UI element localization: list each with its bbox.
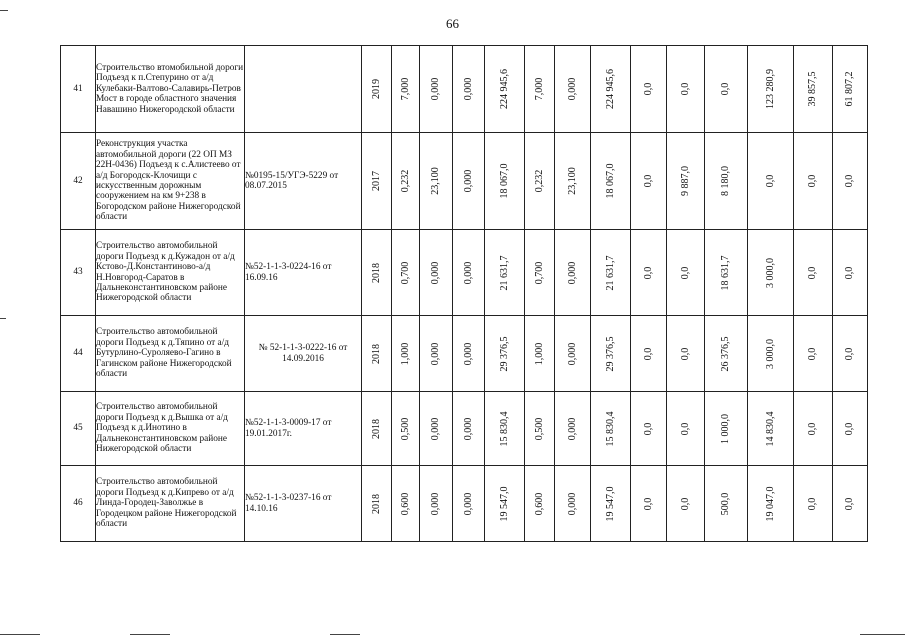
- value-cell-length-c: [453, 392, 485, 466]
- value-text: 7,000: [533, 77, 545, 101]
- value-text: 0,232: [399, 169, 411, 193]
- value-text: 0,0: [806, 422, 818, 435]
- value-cell-length-b: [420, 316, 453, 392]
- value-cell-length-d: [525, 316, 555, 392]
- value-cell-fund-2021: [794, 392, 833, 466]
- value-cell-fund-2022: [833, 46, 868, 133]
- value-text: 2019: [370, 79, 382, 99]
- value-cell-fund-2020: [748, 392, 794, 466]
- value-cell-length-b: [420, 46, 453, 133]
- value-cell-year: [362, 392, 392, 466]
- value-text: 0,0: [843, 266, 855, 279]
- expertise-doc-cell: [245, 46, 362, 133]
- value-text: 0,0: [642, 266, 654, 279]
- scan-edge-mark: [330, 634, 360, 635]
- value-text: 0,0: [843, 497, 855, 510]
- value-text: 2018: [370, 262, 382, 283]
- value-cell-fund-2021: [794, 466, 833, 542]
- value-cell-fund-2019: [705, 230, 748, 316]
- value-text: 123 280,9: [764, 69, 776, 109]
- value-cell-fund-2018: [667, 466, 705, 542]
- value-text: 0,600: [533, 492, 545, 515]
- object-name-cell: Реконструкция участка автомобильной дороги (22 ОП МЗ 22Н-0436) Подъезд к с.Алистеево от а/д Богородск-Клочищи с искусственным дорожным сооружением на км 9+238 в Богородском районе Нижегородской области: [96, 133, 245, 230]
- value-text: 0,0: [679, 422, 691, 435]
- value-cell-length-c: [453, 46, 485, 133]
- object-name-cell: Строительство автомобильной дороги Подъезд к д.Вышка от а/д Подъезд к д.Инотино в Дальнеконстантиновском районе Нижегородской области: [96, 392, 245, 466]
- table-row: [61, 230, 868, 316]
- value-cell-fund-2018: [667, 46, 705, 133]
- value-text: 7,000: [399, 77, 411, 101]
- value-text: 0,000: [462, 417, 474, 440]
- value-cell-fund-2022: [833, 392, 868, 466]
- expertise-doc-cell: № 52-1-1-3-0222-16 от 14.09.2016: [245, 316, 362, 392]
- value-text: 15 830,4: [604, 411, 616, 446]
- value-text: 224 945,6: [498, 69, 510, 109]
- value-text: 0,0: [642, 347, 654, 360]
- value-cell-length-b: [420, 392, 453, 466]
- value-text: 2018: [370, 493, 382, 514]
- value-cell-cost-total: [485, 46, 525, 133]
- value-cell-length-b: [420, 230, 453, 316]
- value-cell-fund-2021: [794, 133, 833, 230]
- value-text: 0,000: [566, 342, 578, 365]
- value-cell-length-e: [555, 392, 591, 466]
- value-cell-fund-2022: [833, 133, 868, 230]
- value-text: 1,000: [533, 342, 545, 365]
- value-cell-fund-2017: [631, 230, 667, 316]
- value-cell-length-e: [555, 230, 591, 316]
- value-cell-fund-2018: [667, 316, 705, 392]
- value-cell-fund-2018: [667, 392, 705, 466]
- object-name-cell: Строительство автомобильной дороги Подъезд к д.Кипрево от а/д Линда-Городец-Заволжье в Городецком районе Нижегородской области: [96, 466, 245, 542]
- value-text: 0,000: [462, 169, 474, 193]
- value-cell-fund-2017: [631, 46, 667, 133]
- value-cell-cost-total-2: [591, 392, 631, 466]
- value-text: 0,000: [566, 417, 578, 440]
- value-text: 0,0: [843, 422, 855, 435]
- value-text: 0,000: [429, 77, 441, 101]
- value-cell-length-d: [525, 392, 555, 466]
- value-text: 2018: [370, 343, 382, 364]
- value-cell-cost-total-2: [591, 133, 631, 230]
- value-text: 0,700: [533, 261, 545, 284]
- value-cell-fund-2017: [631, 133, 667, 230]
- value-text: 0,000: [429, 417, 441, 440]
- scan-edge-mark: [0, 634, 40, 635]
- value-text: 19 547,0: [604, 486, 616, 521]
- value-text: 0,500: [399, 417, 411, 440]
- value-text: 19 047,0: [764, 486, 776, 521]
- value-cell-fund-2020: [748, 230, 794, 316]
- value-text: 0,000: [566, 77, 578, 101]
- value-cell-fund-2020: [748, 133, 794, 230]
- value-cell-length-km: [392, 466, 420, 542]
- expertise-doc-cell: №52-1-1-3-0009-17 от 19.01.2017г.: [245, 392, 362, 466]
- value-cell-length-d: [525, 466, 555, 542]
- value-cell-cost-total: [485, 392, 525, 466]
- object-name-cell: Строительство втомобильной дороги Подъезд к п.Степурино от а/д Кулебаки-Валтово-Салавирь-Петров Мост в городе областного значения Навашино Нижегородской области: [96, 46, 245, 133]
- value-text: 0,000: [462, 261, 474, 284]
- value-cell-fund-2021: [794, 316, 833, 392]
- value-text: 3 000,0: [764, 257, 776, 288]
- value-cell-length-d: [525, 230, 555, 316]
- value-text: 0,0: [806, 497, 818, 510]
- value-cell-fund-2019: [705, 466, 748, 542]
- value-text: 0,0: [679, 347, 691, 360]
- value-text: 0,232: [533, 169, 545, 193]
- value-text: 0,000: [429, 261, 441, 284]
- value-text: 0,0: [843, 174, 855, 188]
- scan-edge-mark: [0, 318, 6, 319]
- value-text: 0,0: [764, 174, 776, 188]
- scan-edge-mark: [0, 10, 8, 11]
- value-text: 0,500: [533, 417, 545, 440]
- value-cell-cost-total: [485, 466, 525, 542]
- value-text: 0,700: [399, 261, 411, 284]
- value-cell-cost-total-2: [591, 230, 631, 316]
- value-cell-year: [362, 46, 392, 133]
- expertise-doc-cell: №0195-15/УГЭ-5229 от 08.07.2015: [245, 133, 362, 230]
- value-cell-length-d: [525, 46, 555, 133]
- value-cell-length-d: [525, 133, 555, 230]
- object-name-cell: Строительство автомобильной дороги Подъезд к д.Кужадон от а/д Кстово-Д.Константиново-а/д Н.Новгород-Саратов в Дальнеконстантиновском районе Нижегородской области: [96, 230, 245, 316]
- value-cell-length-km: [392, 230, 420, 316]
- value-text: 0,0: [642, 174, 654, 188]
- value-text: 39 857,5: [806, 71, 818, 107]
- value-cell-length-km: [392, 133, 420, 230]
- value-text: 23,100: [566, 167, 578, 195]
- value-text: 0,0: [642, 422, 654, 435]
- value-cell-fund-2019: [705, 133, 748, 230]
- value-cell-cost-total-2: [591, 466, 631, 542]
- road-projects-table: [60, 45, 868, 542]
- value-text: 0,0: [719, 82, 731, 96]
- value-cell-year: [362, 230, 392, 316]
- value-text: 0,0: [806, 266, 818, 279]
- row-number-cell: 41: [61, 46, 96, 133]
- value-cell-fund-2018: [667, 230, 705, 316]
- value-cell-length-km: [392, 46, 420, 133]
- value-text: 2018: [370, 418, 382, 439]
- value-text: 0,000: [429, 492, 441, 515]
- value-cell-fund-2021: [794, 230, 833, 316]
- row-number-cell: 45: [61, 392, 96, 466]
- value-cell-length-e: [555, 46, 591, 133]
- value-text: 0,0: [679, 497, 691, 510]
- value-text: 9 887,0: [679, 166, 691, 196]
- value-cell-length-km: [392, 392, 420, 466]
- object-name-cell: Строительство автомобильной дороги Подъезд к д.Тяпино от а/д Бутурлино-Суроляево-Гагино в Гагинском районе Нижегородской области: [96, 316, 245, 392]
- value-cell-year: [362, 133, 392, 230]
- value-cell-cost-total: [485, 230, 525, 316]
- value-text: 0,000: [462, 342, 474, 365]
- value-text: 18 067,0: [498, 163, 510, 199]
- value-text: 15 830,4: [498, 411, 510, 446]
- value-text: 21 631,7: [498, 255, 510, 290]
- page-number: 66: [446, 16, 459, 31]
- value-text: 18 631,7: [719, 255, 731, 290]
- value-cell-fund-2019: [705, 46, 748, 133]
- value-cell-cost-total: [485, 133, 525, 230]
- value-text: 0,000: [429, 342, 441, 365]
- value-text: 0,000: [566, 261, 578, 284]
- value-text: 0,000: [462, 492, 474, 515]
- row-number-cell: 46: [61, 466, 96, 542]
- value-text: 23,100: [429, 167, 441, 195]
- value-text: 29 376,5: [604, 336, 616, 371]
- value-cell-length-e: [555, 316, 591, 392]
- table-row: [61, 316, 868, 392]
- value-cell-fund-2022: [833, 230, 868, 316]
- value-cell-length-c: [453, 466, 485, 542]
- value-cell-fund-2017: [631, 392, 667, 466]
- value-cell-length-c: [453, 316, 485, 392]
- value-text: 1 000,0: [719, 413, 731, 444]
- value-text: 224 945,6: [604, 69, 616, 109]
- value-text: 0,0: [642, 82, 654, 96]
- value-cell-year: [362, 316, 392, 392]
- value-text: 0,0: [679, 266, 691, 279]
- scan-edge-mark: [860, 634, 905, 635]
- value-text: 0,000: [462, 77, 474, 101]
- value-text: 26 376,5: [719, 336, 731, 371]
- scan-edge-mark: [130, 634, 170, 635]
- value-text: 0,600: [399, 492, 411, 515]
- value-cell-fund-2022: [833, 316, 868, 392]
- value-text: 0,0: [642, 497, 654, 510]
- value-cell-length-c: [453, 133, 485, 230]
- value-text: 18 067,0: [604, 163, 616, 199]
- value-text: 19 547,0: [498, 486, 510, 521]
- value-cell-fund-2019: [705, 316, 748, 392]
- value-text: 14 830,4: [764, 411, 776, 446]
- value-cell-length-e: [555, 133, 591, 230]
- value-cell-fund-2022: [833, 466, 868, 542]
- row-number-cell: 44: [61, 316, 96, 392]
- value-text: 1,000: [399, 342, 411, 365]
- value-cell-year: [362, 466, 392, 542]
- value-cell-fund-2018: [667, 133, 705, 230]
- expertise-doc-cell: №52-1-1-3-0224-16 от 16.09.16: [245, 230, 362, 316]
- value-cell-cost-total: [485, 316, 525, 392]
- table-row: [61, 392, 868, 466]
- value-text: 0,000: [566, 492, 578, 515]
- value-cell-fund-2021: [794, 46, 833, 133]
- value-text: 0,0: [843, 347, 855, 360]
- value-cell-length-b: [420, 133, 453, 230]
- value-text: 2017: [370, 171, 382, 191]
- value-cell-fund-2017: [631, 466, 667, 542]
- row-number-cell: 42: [61, 133, 96, 230]
- expertise-doc-cell: №52-1-1-3-0237-16 от 14.10.16: [245, 466, 362, 542]
- value-cell-fund-2020: [748, 316, 794, 392]
- value-cell-fund-2017: [631, 316, 667, 392]
- value-text: 0,0: [806, 174, 818, 188]
- value-cell-length-e: [555, 466, 591, 542]
- table-row: [61, 133, 868, 230]
- value-cell-cost-total-2: [591, 316, 631, 392]
- value-cell-fund-2020: [748, 466, 794, 542]
- value-cell-fund-2020: [748, 46, 794, 133]
- row-number-cell: 43: [61, 230, 96, 316]
- value-text: 21 631,7: [604, 255, 616, 290]
- table-row: [61, 466, 868, 542]
- value-cell-cost-total-2: [591, 46, 631, 133]
- value-text: 3 000,0: [764, 338, 776, 369]
- value-cell-length-km: [392, 316, 420, 392]
- value-text: 61 807,2: [843, 71, 855, 107]
- value-text: 8 180,0: [719, 166, 731, 196]
- value-text: 0,0: [679, 82, 691, 96]
- value-cell-fund-2019: [705, 392, 748, 466]
- value-text: 0,0: [806, 347, 818, 360]
- value-cell-length-b: [420, 466, 453, 542]
- table-row: [61, 46, 868, 133]
- value-cell-length-c: [453, 230, 485, 316]
- value-text: 29 376,5: [498, 336, 510, 371]
- value-text: 500,0: [719, 492, 731, 515]
